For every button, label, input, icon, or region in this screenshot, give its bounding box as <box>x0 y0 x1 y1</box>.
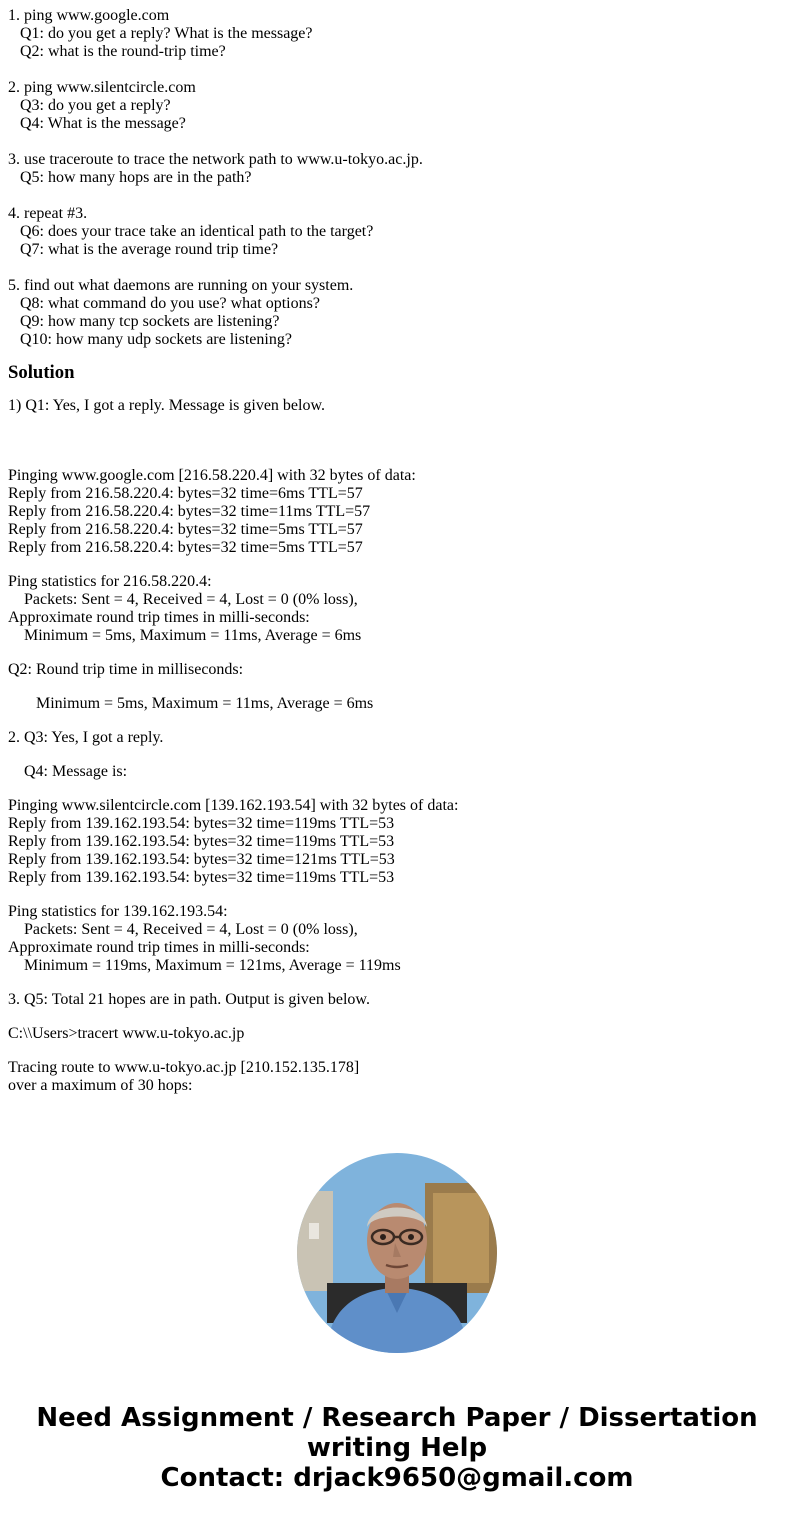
promo-line: writing Help <box>306 1433 488 1463</box>
task5-title: 5. find out what daemons are running on your system. <box>8 277 354 294</box>
ping-google-packets: Packets: Sent = 4, Received = 4, Lost = 0 (0% loss), <box>24 591 358 608</box>
ping-google-header: Pinging www.google.com [216.58.220.4] with 32 bytes of data: <box>8 467 416 484</box>
ping-google-reply: Reply from 216.58.220.4: bytes=32 time=6ms TTL=57 <box>8 485 363 502</box>
q3-text: Q3: do you get a reply? <box>20 97 171 114</box>
q9-text: Q9: how many tcp sockets are listening? <box>20 313 280 330</box>
ping-silent-times: Minimum = 119ms, Maximum = 121ms, Average = 119ms <box>24 957 401 974</box>
promo-line: Need Assignment / Research Paper / Dissertation <box>36 1403 758 1433</box>
q2-text: Q2: what is the round-trip time? <box>20 43 226 60</box>
answer-q3: 2. Q3: Yes, I got a reply. <box>8 729 164 746</box>
ping-silent-reply: Reply from 139.162.193.54: bytes=32 time=119ms TTL=53 <box>8 815 395 832</box>
tracing-route-line: Tracing route to www.u-tokyo.ac.jp [210.152.135.178] <box>8 1059 360 1076</box>
ping-silent-reply: Reply from 139.162.193.54: bytes=32 time=119ms TTL=53 <box>8 869 395 886</box>
ping-google-times: Minimum = 5ms, Maximum = 11ms, Average = 6ms <box>24 627 362 644</box>
q7-text: Q7: what is the average round trip time? <box>20 241 279 258</box>
answer-q5: 3. Q5: Total 21 hopes are in path. Output is given below. <box>8 991 370 1008</box>
ping-silent-approx: Approximate round trip times in milli-seconds: <box>8 939 310 956</box>
task2-title: 2. ping www.silentcircle.com <box>8 79 196 96</box>
ping-silent-reply: Reply from 139.162.193.54: bytes=32 time=121ms TTL=53 <box>8 851 395 868</box>
task4-title: 4. repeat #3. <box>8 205 88 222</box>
q10-text: Q10: how many udp sockets are listening? <box>20 331 292 348</box>
answer-q4: Q4: Message is: <box>24 763 128 780</box>
task1-title: 1. ping www.google.com <box>8 7 170 24</box>
tracert-command: C:\\Users>tracert www.u-tokyo.ac.jp <box>8 1025 245 1042</box>
ping-silent-header: Pinging www.silentcircle.com [139.162.193.54] with 32 bytes of data: <box>8 797 459 814</box>
ping-google-reply: Reply from 216.58.220.4: bytes=32 time=5ms TTL=57 <box>8 521 363 538</box>
answer-q2-times: Minimum = 5ms, Maximum = 11ms, Average = 6ms <box>36 695 374 712</box>
promo-contact: Contact: drjack9650@gmail.com <box>160 1463 634 1493</box>
q1-text: Q1: do you get a reply? What is the message? <box>20 25 313 42</box>
answer-q2-label: Q2: Round trip time in milliseconds: <box>8 661 244 678</box>
max-hops-line: over a maximum of 30 hops: <box>8 1077 193 1094</box>
document-body <box>8 7 786 1095</box>
q5-text: Q5: how many hops are in the path? <box>20 169 252 186</box>
ping-silent-reply: Reply from 139.162.193.54: bytes=32 time=119ms TTL=53 <box>8 833 395 850</box>
ping-google-reply: Reply from 216.58.220.4: bytes=32 time=11ms TTL=57 <box>8 503 371 520</box>
ping-google-reply: Reply from 216.58.220.4: bytes=32 time=5ms TTL=57 <box>8 539 363 556</box>
avatar-portrait-image <box>297 1153 497 1353</box>
ping-google-approx: Approximate round trip times in milli-seconds: <box>8 609 310 626</box>
avatar <box>297 1153 497 1353</box>
task3-title: 3. use traceroute to trace the network path to www.u-tokyo.ac.jp. <box>8 151 423 168</box>
q8-text: Q8: what command do you use? what options? <box>20 295 320 312</box>
solution-heading: Solution <box>8 362 75 383</box>
promo-banner <box>0 1403 794 1493</box>
answer-q1: 1) Q1: Yes, I got a reply. Message is given below. <box>8 397 325 414</box>
q6-text: Q6: does your trace take an identical path to the target? <box>20 223 374 240</box>
q4-text: Q4: What is the message? <box>20 115 186 132</box>
ping-google-stats-title: Ping statistics for 216.58.220.4: <box>8 573 212 590</box>
ping-silent-packets: Packets: Sent = 4, Received = 4, Lost = 0 (0% loss), <box>24 921 358 938</box>
ping-silent-stats-title: Ping statistics for 139.162.193.54: <box>8 903 228 920</box>
